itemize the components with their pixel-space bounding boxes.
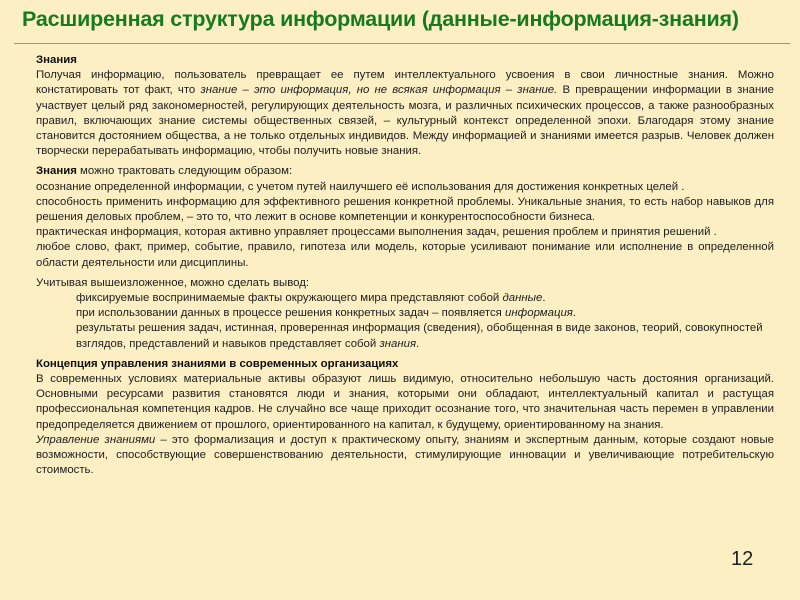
title-divider <box>14 43 790 44</box>
page-number: 12 <box>731 548 754 570</box>
emphasis-text: данные <box>502 292 543 305</box>
conclusion-text: результаты решения задач, истинная, проверенная информация (сведения), обобщенная в виде законов, теорий, совокупностей взглядов, представлений и навыков представляет собой <box>76 322 763 350</box>
km-definition <box>36 433 774 479</box>
emphasis-text: информация <box>505 307 573 320</box>
list-item: любое слово, факт, пример, событие, правило, гипотеза или модель, которые усиливают понимание или исполнение в определенной области деятельности или дисциплины. <box>36 241 774 269</box>
conclusion-item <box>76 321 774 351</box>
slide-content <box>36 53 774 478</box>
slide-title: Расширенная структура информации (данные-информация-знания) <box>22 7 739 31</box>
section-heading: Концепция управления знаниями в современных организациях <box>36 357 399 370</box>
emphasis-text: знание – это информация, но не всякая информация – знание. <box>200 84 558 97</box>
punctuation: . <box>542 292 546 305</box>
section-knowledge-definitions <box>36 164 774 179</box>
section-km-concept <box>36 357 774 433</box>
punctuation: . <box>572 307 577 320</box>
conclusion-item <box>76 306 774 321</box>
paragraph-text: В превращении информации в знание участвует целый ряд закономерностей, регулирующих деятельность мозга, и различных психических процессов, а также разнообразных правил, включающих знание системы общественных связей, – культурный контекст определенной эпохи. Благодаря этому знание становится достоянием общества, а не только отдельных индивидов. Между информацией и знаниями имеется разрыв. Человек должен творчески перерабатывать информацию, чтобы получить новые знания. <box>36 84 774 158</box>
section-heading: Знания <box>36 54 77 66</box>
paragraph-text: – это формализация и доступ к практическому опыту, знаниям и экспертным данным, которые создают новые возможности, способствующие совершенствованию деятельности, стимулирующие инновации и увеличивающие потребительскую стоимость. <box>36 433 775 477</box>
conclusion-item <box>76 291 774 306</box>
paragraph-text: Получая информацию, пользователь превращает ее путем интеллектуального усвоения в свои личностные знания. Можно констатировать тот факт, что <box>36 69 774 97</box>
list-item: практическая информация, которая активно управляет процессами выполнения задач, решения проблем и принятия решений . <box>36 226 717 239</box>
list-item: способность применить информацию для эффективного решения конкретной проблемы. Уникальные знания, то есть набор навыков для решения деловых проблем, – это то, что лежит в основе компетенции и конкурентоспособности бизнеса. <box>36 195 774 224</box>
paragraph-text: В современных условиях материальные активы образуют лишь видимую, относительно небольшую часть достояния организаций. Основными ресурсами развития становятся люди и знания, которыми они обладают, интеллектуальный капитал и растущая профессиональная компетенция кадров. Не случайно все чаще приходит осознание того, что значительная часть перемен в управлении предопределяется движением от прошлого, ориентированного на капитал, к будущему, ориентированному на знания. <box>36 373 774 431</box>
emphasis-text: Управление знаниями <box>36 433 156 446</box>
paragraph-text: можно трактовать следующим образом: <box>76 165 293 178</box>
conclusion-text: при использовании данных в процессе решения конкретных задач – появляется <box>76 307 506 320</box>
punctuation: . <box>416 337 420 350</box>
section-heading: Знания <box>36 165 77 178</box>
list-item: осознание определенной информации, с учетом путей наилучшего её использования для достижения конкретных целей . <box>36 180 685 193</box>
conclusion-text: фиксируемые воспринимаемые факты окружающего мира представляют собой <box>76 292 503 305</box>
emphasis-text: знания <box>379 337 417 350</box>
section-knowledge-intro <box>36 53 774 159</box>
conclusion-intro: Учитывая вышеизложенное, можно сделать вывод: <box>36 276 310 289</box>
